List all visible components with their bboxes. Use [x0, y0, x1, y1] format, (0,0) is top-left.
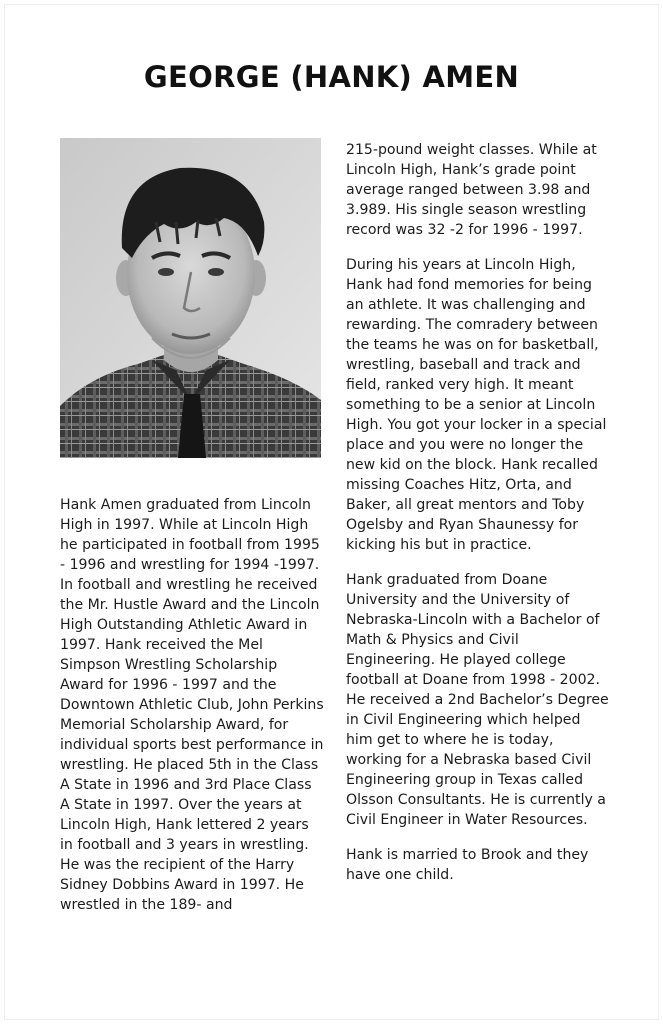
bio-paragraph: Hank is married to Brook and they have one child.: [346, 847, 589, 883]
right-column: [346, 140, 610, 900]
portrait-photo-icon: [60, 138, 321, 458]
bio-paragraph: Hank Amen graduated from Lincoln High in 1997. While at Lincoln High he participated in football from 1995 - 1996 and wrestling for 1994 -1997. In football and wrestling he received the Mr. Hustle Award and the Lincoln High Outstanding Athletic Award in 1997. Hank received the Mel Simpson Wrestling Scholarship Award for 1996 - 1997 and the Downtown Athletic Club, John Perkins Memorial Scholarship Award, for individual sports best performance in wrestling. He placed 5th in the Class A State in 1996 and 3rd Place Class A State in 1997. Over the years at Lincoln High, Hank lettered 2 years in football and 3 years in wrestling. He was the recipient of the Harry Sidney Dobbins Award in 1997. He wrestled in the 189- and: [60, 497, 324, 913]
page-title: GEORGE (HANK) AMEN: [143, 60, 520, 94]
portrait-photo: [60, 138, 321, 458]
left-column: [60, 495, 324, 930]
bio-paragraph: 215-pound weight classes. While at Lincoln High, Hank’s grade point average ranged between 3.98 and 3.989. His single season wrestling record was 32 -2 for 1996 - 1997.: [346, 142, 597, 238]
bio-paragraph: During his years at Lincoln High, Hank had fond memories for being an athlete. It was challenging and rewarding. The comradery between the teams he was on for basketball, wrestling, baseball and track and field, ranked very high. It meant something to be a senior at Lincoln High. You got your locker in a special place and you were no longer the new kid on the block. Hank recalled missing Coaches Hitz, Orta, and Baker, all great mentors and Toby Ogelsby and Ryan Shaunessy for kicking his but in practice.: [346, 257, 607, 553]
bio-paragraph: Hank graduated from Doane University and the University of Nebraska-Lincoln with a Bachelor of Math & Physics and Civil Engineering. He played college football at Doane from 1998 - 2002. He received a 2nd Bachelor’s Degree in Civil Engineering which helped him get to where he is today, working for a Nebraska based Civil Engineering group in Texas called Olsson Consultants. He is currently a Civil Engineer in Water Resources.: [346, 572, 609, 828]
